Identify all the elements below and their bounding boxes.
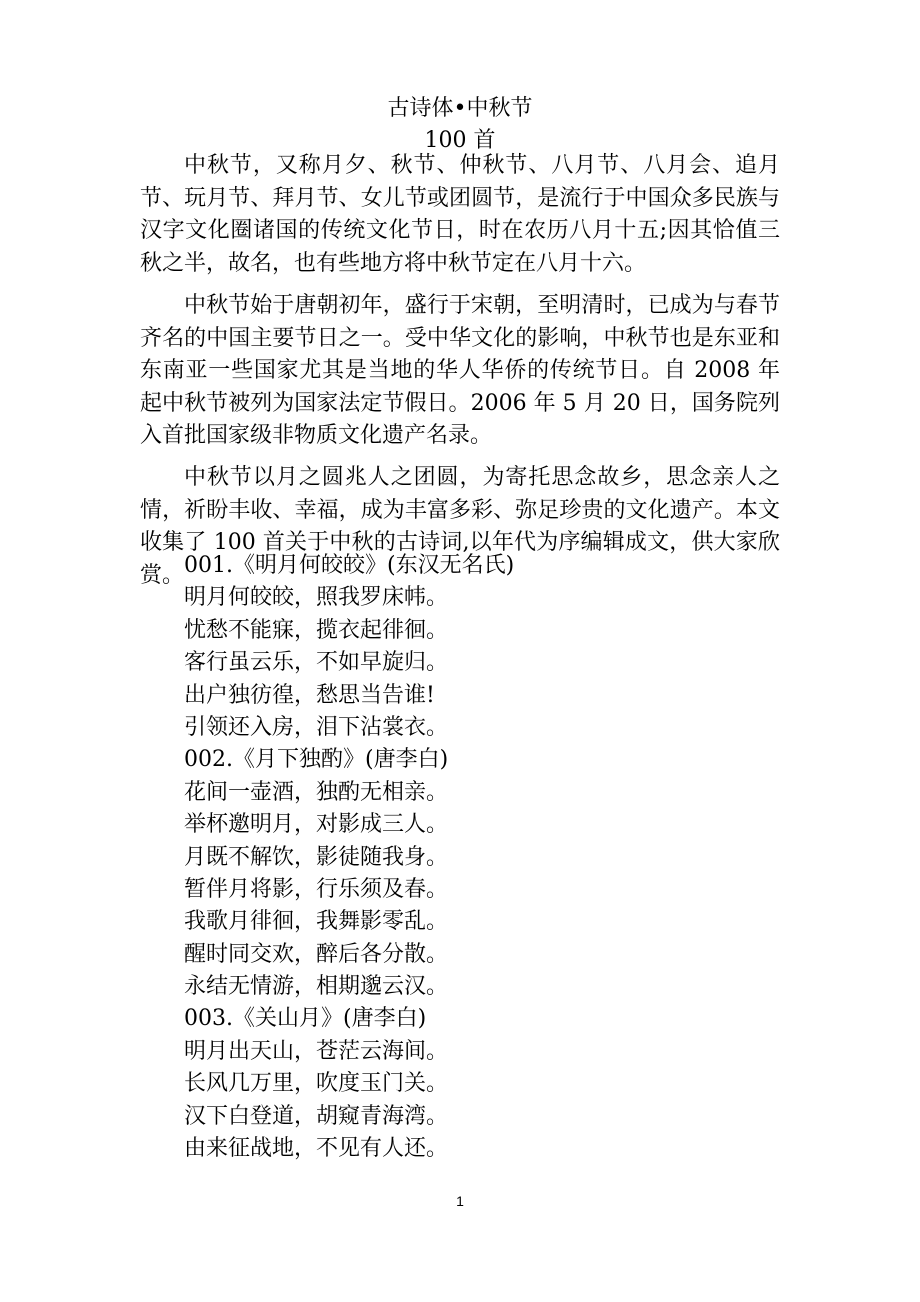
poem-line: 客行虽云乐，不如早旋归。 <box>184 650 449 676</box>
poem-line: 出户独彷徨，愁思当告谁! <box>184 682 435 708</box>
poem-heading: 003.《关山月》(唐李白) <box>184 1006 427 1032</box>
poem-line: 花间一壶酒，独酌无相亲。 <box>184 779 449 805</box>
poem-line: 汉下白登道，胡窥青海湾。 <box>184 1103 449 1129</box>
poem-line: 明月出天山，苍茫云海间。 <box>184 1038 449 1064</box>
poem-line: 永结无情游，相期邈云汉。 <box>184 974 449 1000</box>
page-title: 古诗体•中秋节 <box>387 96 533 121</box>
page-number: 1 <box>456 1193 464 1209</box>
poem-line: 由来征战地，不见有人还。 <box>184 1136 449 1162</box>
poem-line: 明月何皎皎，照我罗床帏。 <box>184 585 449 611</box>
poem-line: 我歌月徘徊，我舞影零乱。 <box>184 909 449 935</box>
poem-heading: 001.《明月何皎皎》(东汉无名氏) <box>184 553 515 578</box>
poem-list <box>184 550 784 1165</box>
poem-line: 举杯邀明月，对影成三人。 <box>184 812 449 838</box>
page-subtitle: 100 首 <box>424 128 496 153</box>
poem-line: 月既不解饮，影徒随我身。 <box>184 844 449 870</box>
intro-paragraph-3: 中秋节以月之圆兆人之团圆，为寄托思念故乡，思念亲人之情，祈盼丰收、幸福，成为丰富多彩、弥足珍贵的文化遗产。本文收集了 100 首关于中秋的古诗词,以年代为序编辑成文，供大家欣赏。 <box>140 465 780 588</box>
intro-paragraph-1: 中秋节，又称月夕、秋节、仲秋节、八月节、八月会、追月节、玩月节、拜月节、女儿节或团圆节，是流行于中国众多民族与汉字文化圈诸国的传统文化节日，时在农历八月十五;因其恰值三秋之半，故名，也有些地方将中秋节定在八月十六。 <box>140 153 780 276</box>
poem-heading: 002.《月下独酌》(唐李白) <box>184 747 449 773</box>
poem-line: 暂伴月将影，行乐须及春。 <box>184 876 449 902</box>
poem-line: 醒时同交欢，醉后各分散。 <box>184 941 449 967</box>
poem-line: 忧愁不能寐，揽衣起徘徊。 <box>184 617 449 643</box>
poem-line: 长风几万里，吹度玉门关。 <box>184 1071 449 1097</box>
intro-paragraph-2: 中秋节始于唐朝初年，盛行于宋朝，至明清时，已成为与春节齐名的中国主要节日之一。受中华文化的影响，中秋节也是东亚和东南亚一些国家尤其是当地的华人华侨的传统节日。自 2008 年起中秋节被列为国家法定节假日。2006 年 5 月 20 日，国务院列入首批国家级非物质文化遗产名录。 <box>140 293 780 448</box>
poem-line: 引领还入房，泪下沾裳衣。 <box>184 714 449 740</box>
